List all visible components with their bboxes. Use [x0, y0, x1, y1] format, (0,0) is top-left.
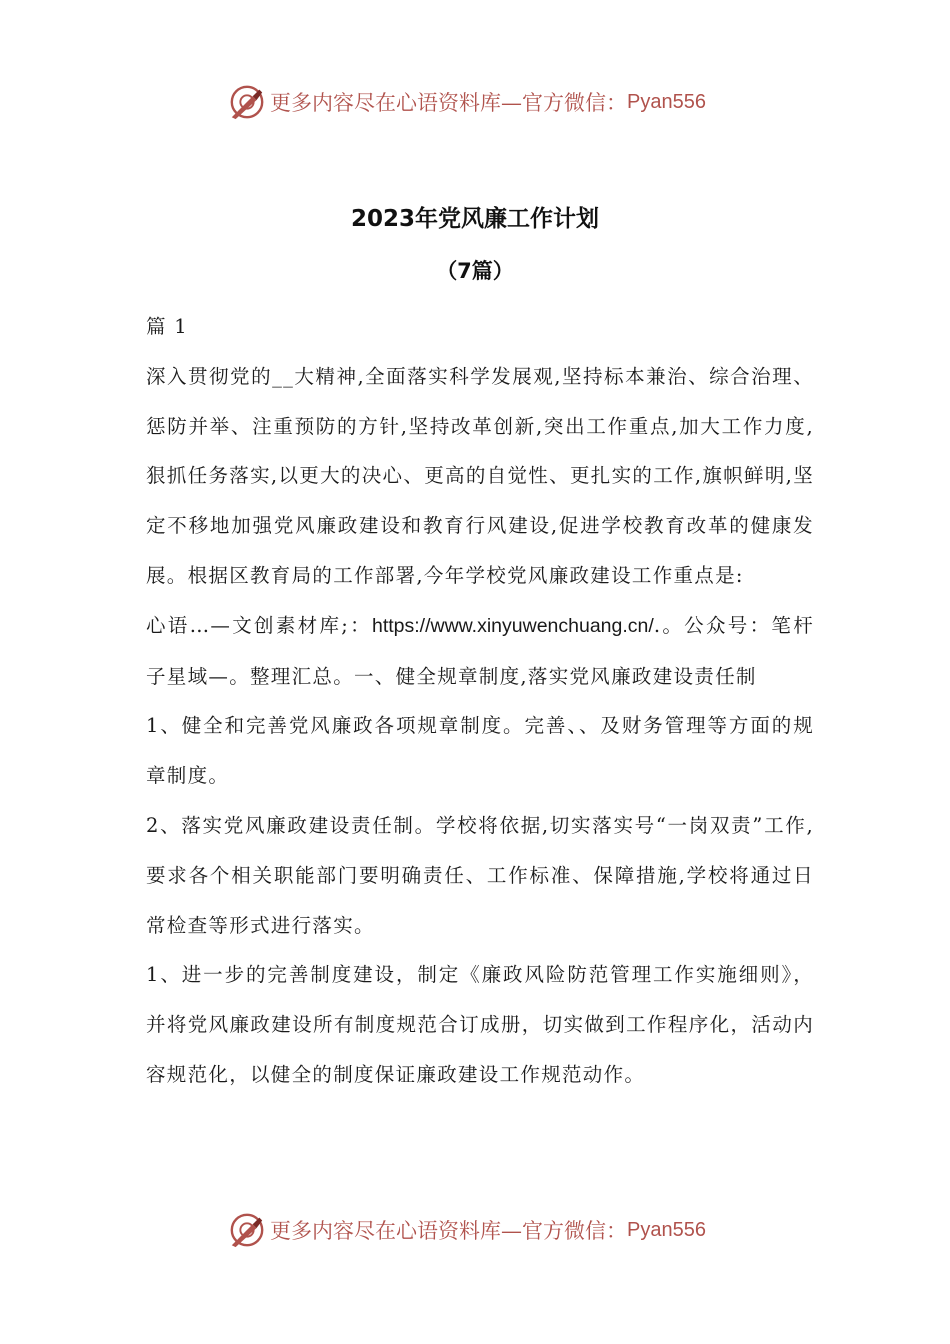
list-item: 2、落实党风廉政建设责任制。学校将依据,切实落实号“一岗双责”工作,要求各个相关职能部门要明确责任、工作标准、保障措施,学校将通过日常检查等形式进行落实。	[146, 813, 814, 937]
document-subtitle: （7篇）	[436, 259, 514, 283]
watermark-text: 更多内容尽在心语资料库—官方微信：	[270, 1219, 627, 1243]
list-item: 1、进一步的完善制度建设，制定《廉政风险防范管理工作实施细则》，并将党风廉政建设所有制度规范合订成册，切实做到工作程序化，活动内容规范化，以健全的制度保证廉政建设工作规范动作。	[146, 963, 814, 1086]
list-item: 1、健全和完善党风廉政各项规章制度。完善、、及财务管理等方面的规章制度。	[146, 714, 814, 788]
source-suffix: .。公众号：笔杆子星域—。整理汇总。一、健全规章制度,落实党风廉政建设责任制	[146, 613, 814, 688]
footer-watermark	[228, 1208, 706, 1252]
watermark-handle: Pyan556	[627, 90, 706, 113]
watermark-handle: Pyan556	[627, 1218, 706, 1241]
document-title: 2023年党风廉工作计划	[350, 206, 599, 232]
source-paragraph	[146, 601, 814, 702]
pen-logo-icon	[228, 83, 266, 121]
intro-paragraph: 深入贯彻党的__大精神,全面落实科学发展观,坚持标本兼治、综合治理、惩防并举、注重预防的方针,坚持改革创新,突出工作重点,加大工作力度,狠抓任务落实,以更大的决心、更高的自觉性、更扎实的工作,旗帜鲜明,坚定不移地加强党风廉政建设和教育行风建设,促进学校教育改革的健康发展。根据区教育局的工作部署,今年学校党风廉政建设工作重点是:	[146, 364, 814, 587]
section-label: 篇 1	[146, 315, 189, 338]
document-body	[146, 302, 814, 1100]
pen-logo-icon	[228, 1211, 266, 1249]
header-watermark	[228, 80, 706, 124]
source-url: https://www.xinyuwenchuang.cn/	[371, 614, 654, 637]
watermark-text: 更多内容尽在心语资料库—官方微信：	[270, 91, 627, 115]
source-prefix: 心语…—文创素材库;：	[146, 613, 372, 637]
